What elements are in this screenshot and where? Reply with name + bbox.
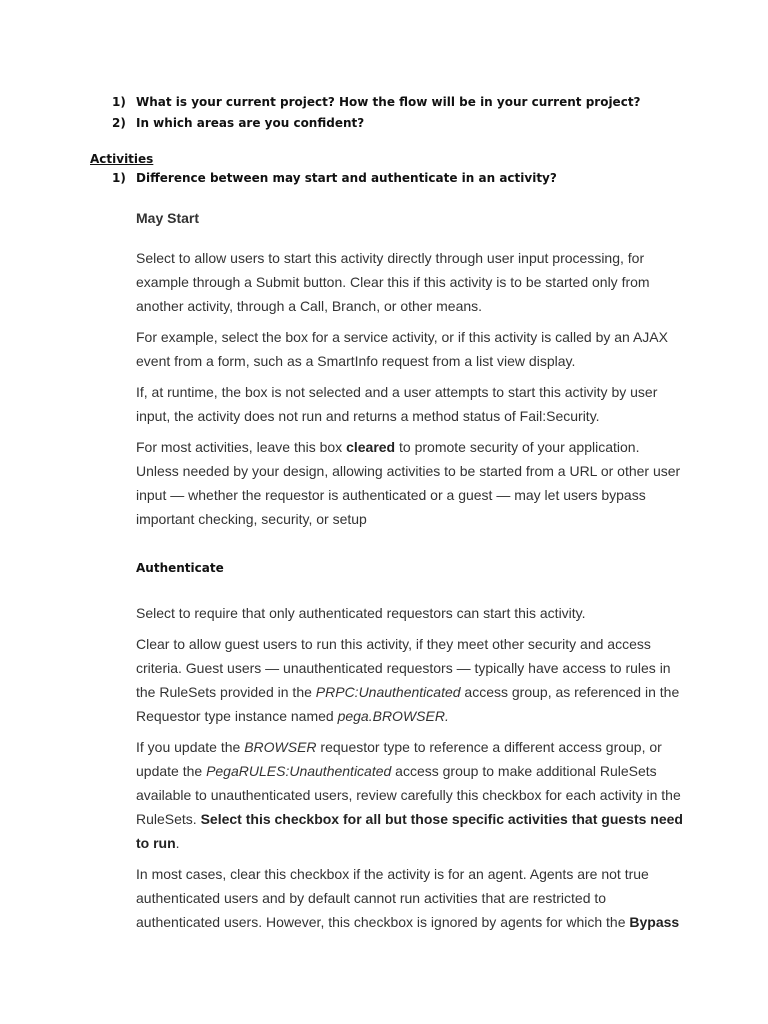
- bold-text: Select this checkbox for all but those specific activities that guests need to run: [136, 811, 683, 851]
- may-start-paragraph-4: [136, 435, 684, 531]
- authenticate-paragraph-1: Select to require that only authenticated requestors can start this activity.: [136, 605, 586, 621]
- italic-text: BROWSER: [244, 739, 317, 755]
- question-number: 1): [112, 95, 126, 109]
- may-start-heading: May Start: [136, 210, 200, 226]
- bold-text: Bypass: [629, 914, 680, 930]
- answer-content: [136, 208, 684, 941]
- section-heading-activities: Activities: [90, 152, 154, 166]
- text-run: In most cases, clear this checkbox if the activity is for an agent. Agents are not true authenticated users and by default cannot run activities that are restricted to authenticated users. However, this checkbox is ignored by agents for which the: [136, 866, 649, 930]
- authenticate-paragraph-2: [136, 632, 684, 728]
- text-run: requestor type to reference a different access group, or update the: [136, 739, 662, 779]
- text-run: .: [175, 835, 180, 851]
- question-number: 1): [112, 171, 126, 185]
- activities-question: [112, 171, 557, 185]
- text-run: Clear to allow guest users to run this activity, if they meet other security and access criteria. Guest users — unauthenticated requestors — typically have access to rules in the RuleSets provided in the: [136, 636, 671, 700]
- text-run: If you update the: [136, 739, 245, 755]
- italic-text: pega.BROWSER.: [337, 708, 449, 724]
- question-number: 2): [112, 116, 126, 130]
- question-item: [112, 92, 641, 113]
- italic-text: PRPC:Unauthenticated: [315, 684, 461, 700]
- question-text: In which areas are you confident?: [136, 116, 365, 130]
- may-start-paragraph-1: Select to allow users to start this activity directly through user input processing, for example through a Submit button. Clear this if this activity is to be started only from another activity, through a Call, Branch, or other means.: [136, 250, 650, 314]
- may-start-paragraph-3: If, at runtime, the box is not selected and a user attempts to start this activity by user input, the activity does not run and returns a method status of Fail:Security.: [136, 384, 658, 424]
- italic-text: PegaRULES:Unauthenticated: [206, 763, 392, 779]
- authenticate-heading: Authenticate: [136, 561, 224, 575]
- text-run: access group to make additional RuleSets available to unauthenticated users, review carefully this checkbox for each activity in the RuleSets.: [136, 763, 681, 827]
- question-item: [112, 113, 641, 134]
- authenticate-paragraph-3: [136, 735, 684, 855]
- question-text: What is your current project? How the flow will be in your current project?: [136, 95, 641, 109]
- bold-text: cleared: [346, 439, 396, 455]
- question-text: Difference between may start and authenticate in an activity?: [136, 171, 557, 185]
- question-list: [112, 92, 641, 134]
- text-run: access group, as referenced in the Requestor type instance named: [136, 684, 680, 724]
- authenticate-paragraph-4: [136, 862, 684, 934]
- text-run: to promote security of your application. Unless needed by your design, allowing activities to be started from a URL or other user input — whether the requestor is authenticated or a guest — may let users bypass important checking, security, or setup: [136, 439, 681, 527]
- text-run: For most activities, leave this box: [136, 439, 347, 455]
- may-start-paragraph-2: For example, select the box for a service activity, or if this activity is called by an AJAX event from a form, such as a SmartInfo request from a list view display.: [136, 329, 668, 369]
